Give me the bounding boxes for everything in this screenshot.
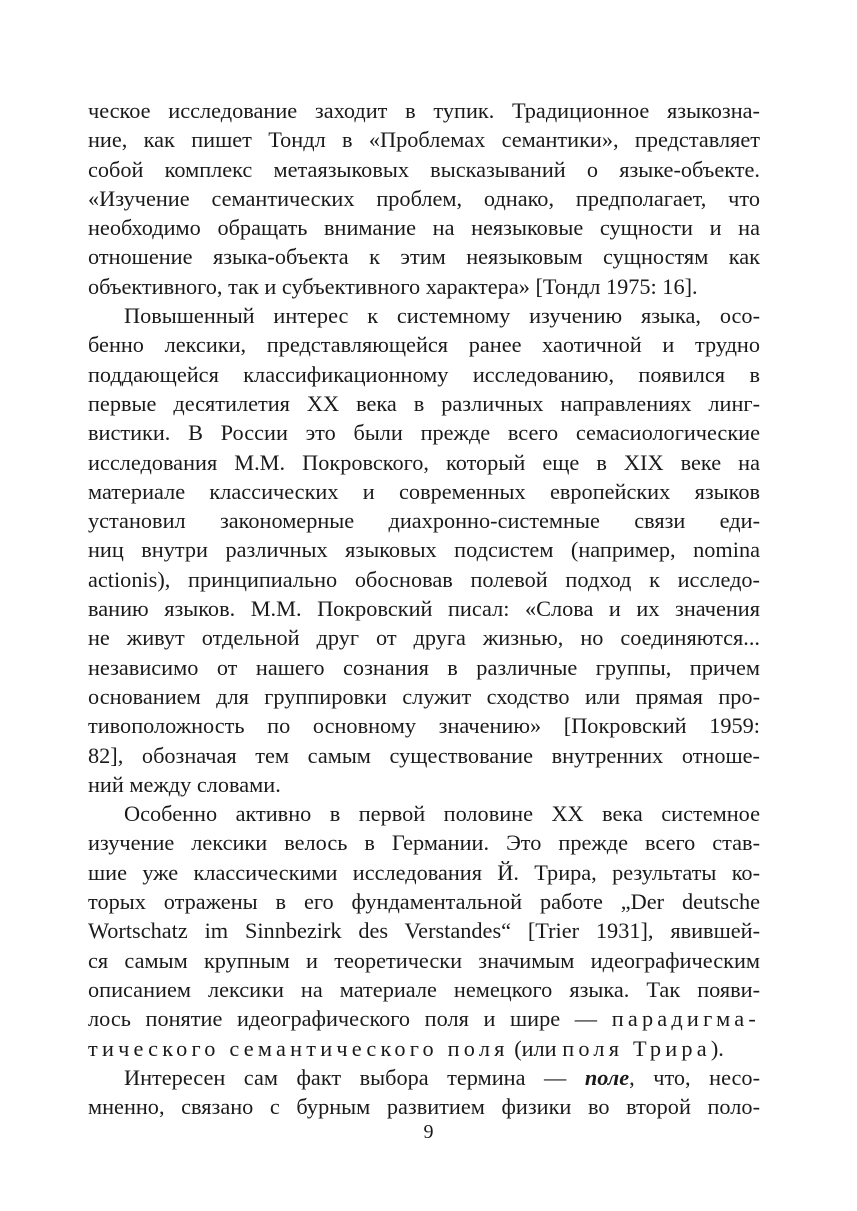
spaced-term: поля Трира [562, 1035, 711, 1061]
emphasized-term: поле [584, 1064, 630, 1090]
text-line: Wortschatz im Sinnbezirk des Verstandes“ [Trier 1931], явившей- [88, 918, 760, 944]
page-number: 9 [423, 1121, 434, 1143]
text-line: изучение лексики велось в Германии. Это прежде всего став- [88, 830, 760, 856]
text-line: ние, как пишет Тондл в «Проблемах семантики», представляет [88, 127, 760, 153]
text-line: actionis), принципиально обосновав полевой подход к исследо- [88, 566, 760, 592]
text-line: описанием лексики на материале немецкого языка. Так появи- [88, 976, 760, 1002]
spaced-term: тического семантического поля [88, 1035, 509, 1061]
text-line: торых отражены в его фундаментальной работе „Der deutsche [88, 889, 760, 915]
text-line: исследования М.М. Покровского, который еще в XIX веке на [88, 449, 760, 475]
text-line: Особенно активно в первой половине XX века системное [124, 801, 760, 827]
text-line: отношение языка-объекта к этим неязыковым сущностям как [88, 244, 760, 270]
text-line [88, 1063, 760, 1092]
text-line: не живут отдельной друг от друга жизнью, но соединяются... [88, 625, 760, 651]
line-prefix: лось понятие идеографического поля и шире — [88, 1006, 612, 1032]
paragraph-4 [88, 1063, 760, 1122]
text-line: поддающейся классификационному исследованию, появился в [88, 361, 760, 387]
text-line: объективного, так и субъективного характера» [Тондл 1975: 16]. [88, 273, 698, 299]
text-line: бенно лексики, представляющейся ранее хаотичной и трудно [88, 332, 760, 358]
text-line: ниц внутри различных языковых подсистем (например, nomina [88, 537, 760, 563]
text-line: ческое исследование заходит в тупик. Традиционное языкозна- [88, 98, 760, 123]
spaced-term: парадигма- [611, 1006, 760, 1032]
text-line [88, 1004, 760, 1033]
text-line: ванию языков. М.М. Покровский писал: «Слова и их значения [88, 596, 760, 622]
text-line: ся самым крупным и теоретически значимым идеографическим [88, 947, 760, 973]
text-line [88, 1034, 760, 1063]
text-line: 82], обозначая тем самым существование внутренних отноше- [88, 742, 760, 768]
text-line: шие уже классическими исследования Й. Трира, результаты ко- [88, 859, 760, 885]
text-line: «Изучение семантических проблем, однако, предполагает, что [88, 185, 760, 211]
text-line: основанием для группировки служит сходство или прямая про- [88, 683, 760, 709]
text-line: ний между словами. [88, 771, 281, 797]
line-prefix: Интересен сам факт выбора термина — [124, 1064, 585, 1090]
paragraph-2 [88, 301, 760, 799]
text-line: собой комплекс метаязыковых высказываний о языке-объекте. [88, 156, 760, 182]
text-line: независимо от нашего сознания в различные группы, причем [88, 654, 760, 680]
line-suffix: , что, несо- [629, 1064, 760, 1090]
text-line: мненно, связано с бурным развитием физики во второй поло- [88, 1094, 760, 1120]
text-line: Повышенный интерес к системному изучению языка, осо- [124, 303, 760, 329]
line-end: ). [710, 1035, 724, 1061]
paragraph-3 [88, 799, 760, 1063]
text-line: установил закономерные диахронно-системные связи еди- [88, 508, 760, 534]
text-line: материале классических и современных европейских языков [88, 478, 760, 504]
text-line: первые десятилетия XX века в различных направлениях линг- [88, 390, 760, 416]
text-line: вистики. В России это были прежде всего семасиологические [88, 420, 760, 446]
line-middle: (или [508, 1035, 563, 1061]
text-line: необходимо обращать внимание на неязыковые сущности и на [88, 215, 760, 241]
text-line: тивоположность по основному значению» [Покровский 1959: [88, 713, 760, 739]
paragraph-1 [88, 96, 760, 301]
body-text [88, 96, 760, 1121]
